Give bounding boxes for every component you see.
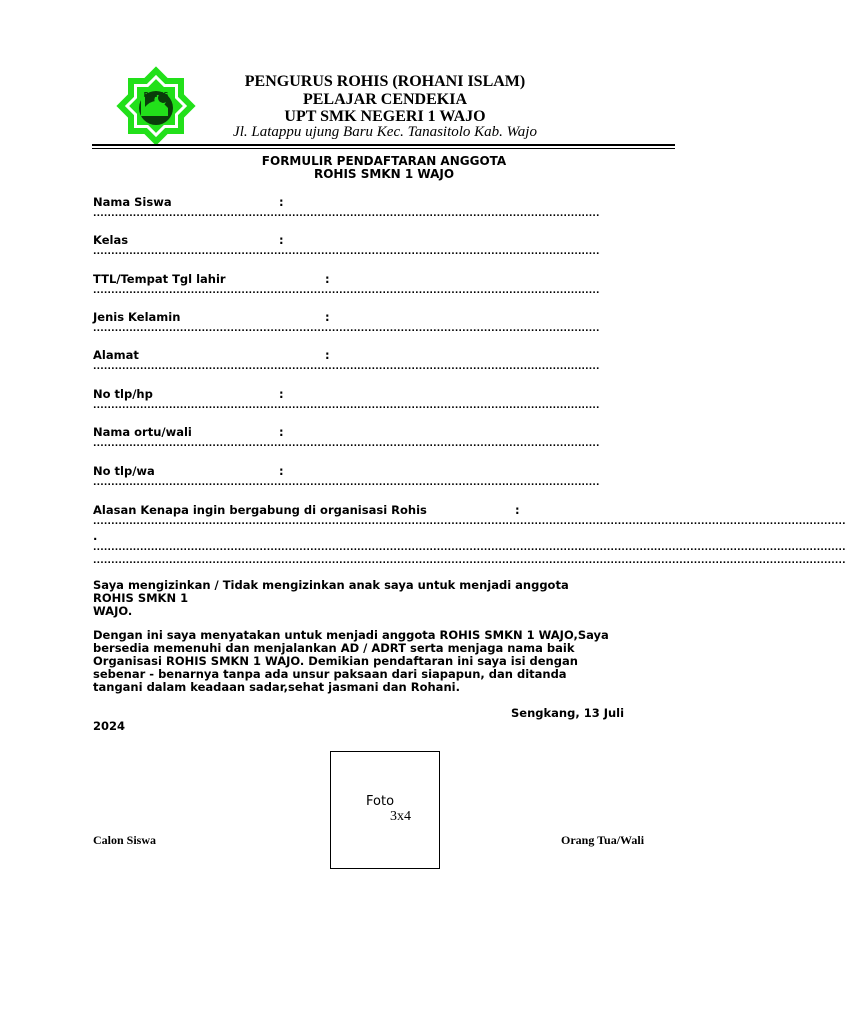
- field-input-no-tlp-wa[interactable]: ............................................................................................................................................: [93, 478, 600, 488]
- field-input-nama-siswa[interactable]: ............................................................................................................................................: [93, 209, 600, 219]
- signature-parent: Orang Tua/Wali: [561, 833, 645, 847]
- reason-label: Alasan Kenapa ingin bergabung di organisasi Rohis: [93, 503, 427, 517]
- org-name: PENGURUS ROHIS (ROHANI ISLAM): [244, 73, 526, 90]
- field-label-kelas: Kelas: [93, 233, 129, 247]
- consent-line: ROHIS SMKN 1: [93, 591, 189, 605]
- photo-size: 3x4: [390, 809, 411, 824]
- rohis-logo: [112, 68, 200, 144]
- field-input-no-tlp-hp[interactable]: ............................................................................................................................................: [93, 401, 600, 411]
- field-colon: :: [325, 310, 330, 324]
- declaration-line: sebenar - benarnya tanpa ada unsur paksaan dari siapapun, dan ditanda: [93, 667, 567, 681]
- form-subtitle: ROHIS SMKN 1 WAJO: [313, 167, 455, 181]
- declaration-statement: [93, 629, 683, 694]
- field-label-no-tlp-hp: No tlp/hp: [93, 387, 153, 401]
- field-colon: :: [279, 195, 284, 209]
- field-colon: :: [279, 387, 284, 401]
- field-colon: :: [325, 272, 330, 286]
- field-input-nama-ortu[interactable]: ............................................................................................................................................: [93, 439, 600, 449]
- field-label-ttl: TTL/Tempat Tgl lahir: [93, 272, 226, 286]
- declaration-line: Dengan ini saya menyatakan untuk menjadi anggota ROHIS SMKN 1 WAJO,Saya: [93, 628, 609, 642]
- reason-input-line[interactable]: ................................................................................................................................................................................................................: [93, 543, 846, 553]
- consent-statement: [93, 579, 683, 618]
- date-year: 2024: [93, 719, 126, 733]
- field-colon: :: [515, 503, 520, 517]
- school-address: Jl. Latappu ujung Baru Kec. Tanasitolo Kab. Wajo: [233, 124, 537, 140]
- signature-student: Calon Siswa: [93, 833, 157, 847]
- header-rule-thin: [92, 148, 675, 149]
- consent-line: Saya mengizinkan / Tidak mengizinkan anak saya untuk menjadi anggota: [93, 578, 569, 592]
- field-label-nama-siswa: Nama Siswa: [93, 195, 172, 209]
- header-rule: [92, 144, 675, 146]
- declaration-line: tangani dalam keadaan sadar,sehat jasmani dan Rohani.: [93, 680, 460, 694]
- school-name: UPT SMK NEGERI 1 WAJO: [284, 108, 486, 125]
- reason-input-line[interactable]: ................................................................................................................................................................................................................: [93, 556, 846, 566]
- logo-text: ROHIS: [143, 91, 169, 99]
- field-input-kelas[interactable]: ............................................................................................................................................: [93, 247, 600, 257]
- reason-dot: .: [93, 529, 98, 543]
- field-input-jenis-kelamin[interactable]: ............................................................................................................................................: [93, 324, 600, 334]
- org-subtitle: PELAJAR CENDEKIA: [302, 91, 467, 108]
- field-label-jenis-kelamin: Jenis Kelamin: [93, 310, 181, 324]
- place-date: Sengkang, 13 Juli: [511, 706, 625, 720]
- form-title: FORMULIR PENDAFTARAN ANGGOTA: [261, 154, 507, 168]
- field-colon: :: [325, 348, 330, 362]
- field-colon: :: [279, 464, 284, 478]
- declaration-line: Organisasi ROHIS SMKN 1 WAJO. Demikian pendaftaran ini saya isi dengan: [93, 654, 578, 668]
- field-label-alamat: Alamat: [93, 348, 139, 362]
- photo-box: [330, 751, 440, 869]
- field-label-nama-ortu: Nama ortu/wali: [93, 425, 192, 439]
- field-input-alamat[interactable]: ............................................................................................................................................: [93, 362, 600, 372]
- field-input-ttl[interactable]: ............................................................................................................................................: [93, 286, 600, 296]
- reason-input-line[interactable]: ................................................................................................................................................................................................................: [93, 517, 846, 527]
- field-colon: :: [279, 233, 284, 247]
- field-colon: :: [279, 425, 284, 439]
- photo-label: Foto: [366, 794, 395, 809]
- declaration-line: bersedia memenuhi dan menjalankan AD / ADRT serta menjaga nama baik: [93, 641, 575, 655]
- field-label-no-tlp-wa: No tlp/wa: [93, 464, 155, 478]
- consent-line: WAJO.: [93, 604, 133, 618]
